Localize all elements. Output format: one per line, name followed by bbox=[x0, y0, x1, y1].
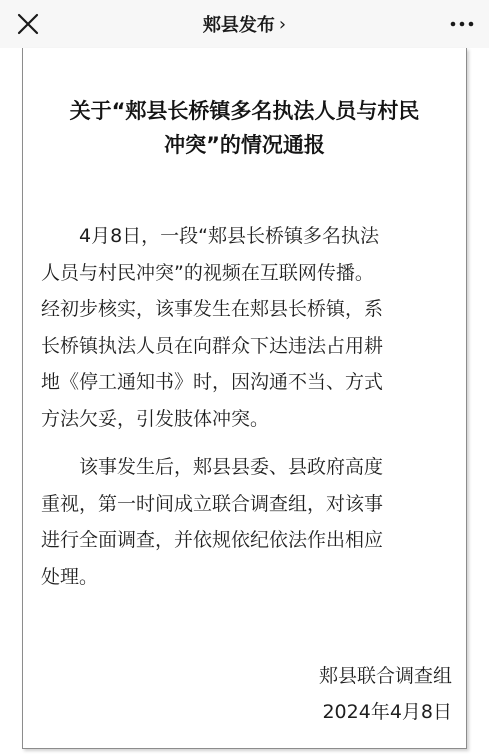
account-name-button[interactable] bbox=[203, 11, 286, 37]
paragraph-1 bbox=[41, 218, 451, 437]
notice-title-line-2: 冲突”的情况通报 bbox=[164, 133, 325, 157]
more-icon bbox=[447, 10, 477, 38]
paragraph-2-line-1: 该事发生后，郏县县委、县政府高度 bbox=[79, 456, 384, 478]
paragraph-2-line-3: 进行全面调查，并依规依纪依法作出相应 bbox=[41, 529, 384, 551]
paragraph-1-line-4: 长桥镇执法人员在向群众下达违法占用耕 bbox=[41, 334, 384, 357]
issue-date: 2024年4月8日 bbox=[322, 701, 452, 723]
paragraph-2 bbox=[41, 449, 451, 595]
top-navigation-bar bbox=[0, 0, 489, 48]
paragraph-1-line-3: 经初步核实，该事发生在郏县长桥镇，系 bbox=[41, 298, 384, 320]
notice-signature-block bbox=[319, 658, 452, 730]
issuer-name: 郏县联合调查组 bbox=[318, 665, 452, 687]
paragraph-1-line-2: 人员与村民冲突”的视频在互联网传播。 bbox=[41, 261, 374, 284]
chevron-right-icon: › bbox=[278, 13, 287, 35]
notice-card bbox=[22, 48, 467, 749]
paragraph-2-line-2: 重视，第一时间成立联合调查组，对该事 bbox=[41, 492, 384, 515]
close-icon bbox=[14, 10, 42, 38]
notice-body bbox=[41, 218, 451, 595]
paragraph-1-line-1: 4月8日，一段“郏县长桥镇多名执法 bbox=[79, 225, 380, 247]
close-button[interactable] bbox=[14, 10, 42, 38]
notice-title-line-1: 关于“郏县长桥镇多名执法人员与村民 bbox=[69, 99, 420, 123]
account-name: 郏县发布 bbox=[202, 15, 275, 36]
more-options-button[interactable] bbox=[447, 10, 477, 38]
notice-title bbox=[23, 94, 466, 162]
paragraph-2-line-4: 处理。 bbox=[41, 565, 99, 588]
paragraph-1-line-5: 地《停工通知书》时，因沟通不当、方式 bbox=[41, 371, 384, 393]
paragraph-1-line-6: 方法欠妥，引发肢体冲突。 bbox=[41, 407, 270, 430]
